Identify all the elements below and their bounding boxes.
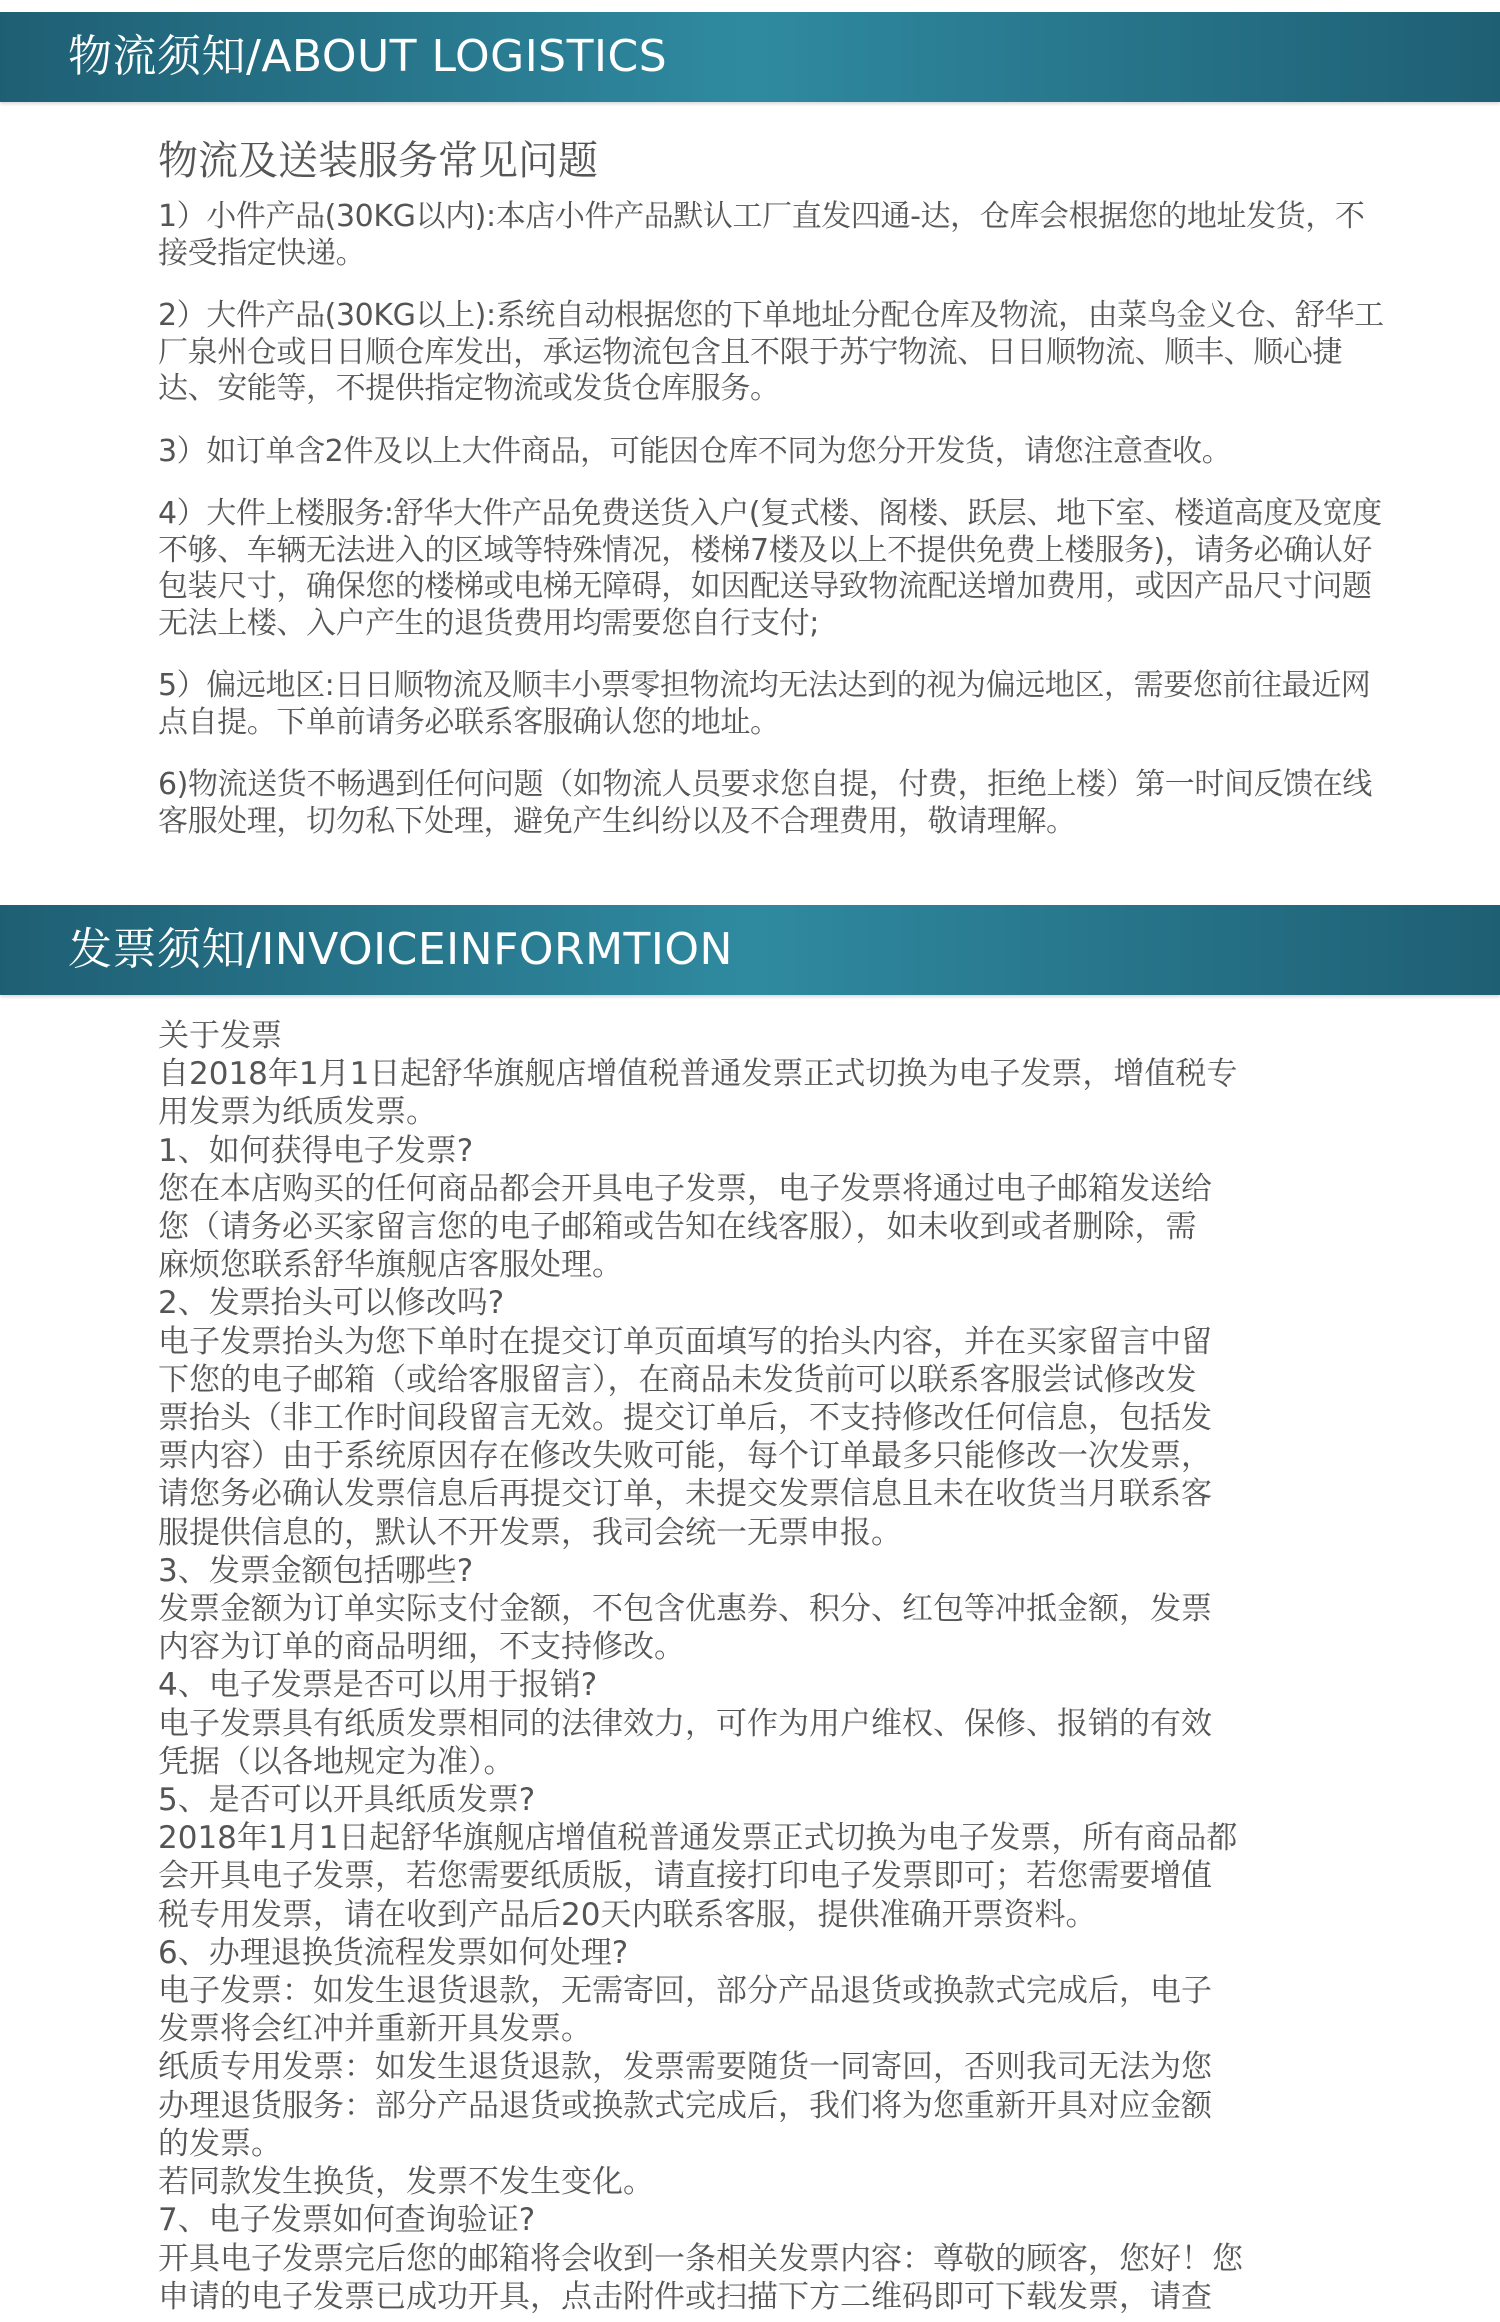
invoice-line: 下您的电子邮箱（或给客服留言），在商品未发货前可以联系客服尝试修改发	[158, 1361, 1197, 1398]
invoice-line: 自2018年1月1日起舒华旗舰店增值税普通发票正式切换为电子发票，增值税专	[158, 1056, 1238, 1093]
logistics-section-banner	[0, 12, 1500, 102]
invoice-info-section	[158, 1017, 1348, 2316]
logistics-banner-title: 物流须知/ABOUT LOGISTICS	[68, 31, 668, 82]
invoice-line: 用发票为纸质发票。	[158, 1094, 437, 1131]
invoice-line: 申请的电子发票已成功开具，点击附件或扫描下方二维码即可下载发票，请查	[158, 2278, 1212, 2315]
invoice-line: 内容为订单的商品明细，不支持修改。	[158, 1629, 685, 1666]
invoice-line: 纸质专用发票：如发生退货退款，发票需要随货一同寄回，否则我司无法为您	[158, 2049, 1212, 2086]
invoice-line: 若同款发生换货，发票不发生变化。	[158, 2164, 654, 2201]
invoice-line: 电子发票具有纸质发票相同的法律效力，可作为用户维权、保修、报销的有效	[158, 1705, 1212, 1742]
invoice-line: 发票金额为订单实际支付金额，不包含优惠券、积分、红包等冲抵金额，发票	[158, 1591, 1212, 1628]
logistics-faq-section	[158, 133, 1388, 866]
invoice-section-banner	[0, 905, 1500, 995]
invoice-line: 凭据（以各地规定为准）。	[158, 1743, 515, 1780]
logistics-faq-item: 2）大件产品(30KG以上):系统自动根据您的下单地址分配仓库及物流，由菜鸟金义仓、舒华工厂泉州仓或日日顺仓库发出，承运物流包含且不限于苏宁物流、日日顺物流、顺丰、顺心捷达、安能等，不提供指定物流或发货仓库服务。	[158, 298, 1384, 406]
invoice-question: 7、电子发票如何查询验证?	[158, 2202, 536, 2239]
logistics-faq-heading: 物流及送装服务常见问题	[158, 138, 598, 184]
logistics-faq-item: 3）如订单含2件及以上大件商品，可能因仓库不同为您分开发货，请您注意查收。	[158, 433, 1232, 469]
invoice-line: 您（请务必买家留言您的电子邮箱或告知在线客服），如未收到或者删除，需	[158, 1209, 1197, 1246]
invoice-line: 票抬头（非工作时间段留言无效。提交订单后，不支持修改任何信息，包括发	[158, 1400, 1212, 1437]
invoice-line: 发票将会红冲并重新开具发票。	[158, 2011, 592, 2048]
invoice-line: 服提供信息的，默认不开发票，我司会统一无票申报。	[158, 1514, 902, 1551]
invoice-line: 会开具电子发票，若您需要纸质版，请直接打印电子发票即可；若您需要增值	[158, 1858, 1212, 1895]
invoice-line: 关于发票	[158, 1018, 282, 1054]
invoice-line: 电子发票抬头为您下单时在提交订单页面填写的抬头内容，并在买家留言中留	[158, 1323, 1212, 1360]
invoice-line: 2018年1月1日起舒华旗舰店增值税普通发票正式切换为电子发票，所有商品都	[158, 1820, 1238, 1857]
invoice-question: 4、电子发票是否可以用于报销?	[158, 1667, 598, 1704]
invoice-line: 电子发票：如发生退货退款，无需寄回，部分产品退货或换款式完成后，电子	[158, 1973, 1212, 2010]
logistics-faq-item: 5）偏远地区:日日顺物流及顺丰小票零担物流均无法达到的视为偏远地区，需要您前往最近网点自提。下单前请务必联系客服确认您的地址。	[158, 668, 1371, 740]
invoice-question: 3、发票金额包括哪些?	[158, 1552, 474, 1589]
invoice-banner-title: 发票须知/INVOICEINFORMTION	[68, 924, 733, 975]
logistics-faq-item: 6)物流送货不畅遇到任何问题（如物流人员要求您自提，付费，拒绝上楼）第一时间反馈在线客服处理，切勿私下处理，避免产生纠纷以及不合理费用，敬请理解。	[158, 767, 1372, 839]
invoice-question: 6、办理退换货流程发票如何处理?	[158, 1934, 629, 1971]
invoice-line: 票内容）由于系统原因存在修改失败可能，每个订单最多只能修改一次发票，	[158, 1438, 1212, 1475]
logistics-faq-item: 4）大件上楼服务:舒华大件产品免费送货入户(复式楼、阁楼、跃层、地下室、楼道高度及宽度不够、车辆无法进入的区域等特殊情况，楼梯7楼及以上不提供免费上楼服务)，请务必确认好包装尺寸，确保您的楼梯或电梯无障碍，如因配送导致物流配送增加费用，或因产品尺寸问题无法上楼、入户产生的退货费用均需要您自行支付;	[158, 496, 1382, 641]
invoice-question: 2、发票抬头可以修改吗?	[158, 1285, 505, 1322]
invoice-question: 5、是否可以开具纸质发票?	[158, 1782, 536, 1819]
invoice-line: 的发票。	[158, 2125, 282, 2162]
invoice-line: 税专用发票，请在收到产品后20天内联系客服，提供准确开票资料。	[158, 1896, 1097, 1933]
invoice-question: 1、如何获得电子发票?	[158, 1132, 474, 1169]
invoice-line: 办理退货服务：部分产品退货或换款式完成后，我们将为您重新开具对应金额	[158, 2087, 1212, 2124]
invoice-line: 开具电子发票完后您的邮箱将会收到一条相关发票内容：尊敬的顾客，您好！您	[158, 2240, 1243, 2277]
invoice-line: 请您务必确认发票信息后再提交订单，未提交发票信息且未在收货当月联系客	[158, 1476, 1212, 1513]
invoice-line: 麻烦您联系舒华旗舰店客服处理。	[158, 1247, 623, 1284]
invoice-line: 您在本店购买的任何商品都会开具电子发票，电子发票将通过电子邮箱发送给	[158, 1170, 1212, 1207]
logistics-faq-item: 1）小件产品(30KG以内):本店小件产品默认工厂直发四通-达，仓库会根据您的地址发货，不接受指定快递。	[158, 199, 1365, 271]
